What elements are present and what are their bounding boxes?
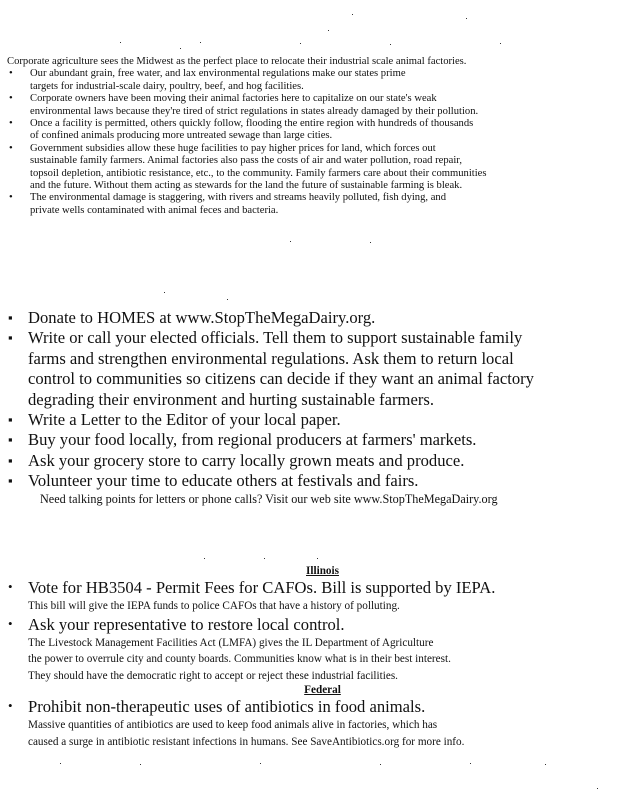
problem-intro: Corporate agriculture sees the Midwest as the perfect place to relocate their industrial scale animal factories. [7,56,467,67]
action-section [6,308,611,506]
scan-speck [545,764,546,765]
talking-points-note: Need talking points for letters or phone calls? Visit our web site www.StopTheMegaDairy.org [40,491,498,506]
desc-line: They should have the democratic right to accept or reject these industrial facilities. [28,669,398,682]
desc-line: caused a surge in antibiotic resistant infections in humans. See SaveAntibiotics.org for more info. [28,735,465,748]
square-bullet-icon: ▪ [8,310,13,325]
scan-speck [140,764,141,765]
problem-item-line: Our abundant grain, free water, and lax environmental regulations make our states prime [30,68,406,80]
square-bullet-icon: ▪ [8,432,13,448]
bullet-icon: • [9,93,13,105]
legislation-item-desc [28,598,611,615]
scan-speck [328,30,329,31]
action-item-line: Buy your food locally, from regional producers at farmers' markets. [28,430,477,450]
scan-speck [370,242,371,243]
action-item [6,328,611,410]
action-item-line: control to communities so citizens can decide if they want an animal factory [28,369,534,389]
problem-item-line: environmental laws because they're tired of strict regulations in states already damaged by their pollution. [30,105,479,117]
problem-item-line: of confined animals producing more untreated sewage than large cities. [30,130,333,142]
illinois-list [6,578,611,684]
bullet-icon: • [9,68,13,80]
problem-item [7,143,612,193]
desc-line: This bill will give the IEPA funds to police CAFOs that have a history of polluting. [28,600,400,612]
scan-speck [264,558,265,559]
problem-item-line: Once a facility is permitted, others quickly follow, flooding the entire region with hundreds of thousands [30,118,474,130]
action-item-line: Write or call your elected officials. Tell them to support sustainable family [28,328,523,348]
action-item-line: Ask your grocery store to carry locally grown meats and produce. [28,450,465,470]
problem-item-line: private wells contaminated with animal feces and bacteria. [30,204,279,216]
action-item-line: Write a Letter to the Editor of your local paper. [28,410,341,430]
desc-line: The Livestock Management Facilities Act (LMFA) gives the IL Department of Agriculture [28,636,434,649]
legislation-item [6,578,611,615]
legislation-item-title: Vote for HB3504 - Permit Fees for CAFOs. Bill is supported by IEPA. [28,578,496,597]
problem-item-line: topsoil depletion, antibiotic resistance, etc., to the community. Family farmers care about their communities [30,167,487,179]
scan-speck [470,763,471,764]
action-item [6,471,611,491]
scan-speck [466,18,467,19]
problem-section [7,56,612,217]
problem-item [7,192,612,217]
action-item [6,430,611,450]
scan-speck [290,241,291,242]
legislation-item [6,615,611,685]
action-list [6,308,611,492]
scan-speck [200,42,201,43]
bullet-icon: • [9,118,13,130]
scan-speck [380,764,381,765]
problem-item-line: targets for industrial-scale dairy, poultry, beef, and hog facilities. [30,80,304,92]
scan-speck [164,292,165,293]
legislation-section [6,565,611,751]
scan-speck [300,43,301,44]
legislation-item-title: Prohibit non-therapeutic uses of antibiotics in food animals. [28,697,426,717]
action-item-line: Volunteer your time to educate others at festivals and fairs. [28,471,419,491]
bullet-icon: • [9,142,13,154]
scan-speck [352,14,353,15]
problem-item-line: and the future. Without them acting as stewards for the land the future of sustainable farming is bleak. [30,180,463,192]
action-item-line: degrading their environment and hurting sustainable farmers. [28,389,434,409]
federal-heading: Federal [304,684,341,697]
scan-speck [260,763,261,764]
scan-speck [60,763,61,764]
problem-item-line: Government subsidies allow these huge facilities to pay higher prices for land, which forces out [30,142,436,154]
problem-item [7,68,612,93]
desc-line: the power to overrule city and county boards. Communities know what is in their best interest. [28,653,451,666]
square-bullet-icon: ▪ [8,412,13,428]
legislation-item-desc [28,635,611,685]
action-item [6,308,611,328]
problem-item [7,118,612,143]
square-bullet-icon: ▪ [8,473,13,489]
scan-speck [500,43,501,44]
action-item [6,451,611,471]
scan-speck [597,788,598,789]
legislation-item-desc [28,717,611,750]
square-bullet-icon: ▪ [8,330,13,346]
illinois-heading: Illinois [306,565,339,577]
federal-list [6,697,611,750]
problem-item-line: sustainable family farmers. Animal factories also pass the costs of air and water pollution, road repair, [30,155,463,167]
action-item-line: farms and strengthen environmental regulations. Ask them to return local [28,348,514,368]
bullet-icon: • [8,579,13,594]
scan-speck [317,558,318,559]
scan-speck [390,44,391,45]
problem-item-line: The environmental damage is staggering, with rivers and streams heavily polluted, fish dying, and [30,192,446,204]
square-bullet-icon: ▪ [8,452,13,468]
action-item-line: Donate to HOMES at www.StopTheMegaDairy.org. [28,308,376,327]
scan-speck [204,558,205,559]
legislation-item-title: Ask your representative to restore local control. [28,614,345,634]
bullet-icon: • [8,698,13,714]
desc-line: Massive quantities of antibiotics are used to keep food animals alive in factories, which has [28,719,438,732]
bullet-icon: • [8,615,13,631]
problem-list [7,68,612,217]
scan-speck [180,48,181,49]
scan-speck [120,42,121,43]
problem-item [7,93,612,118]
action-item [6,410,611,430]
problem-item-line: Corporate owners have been moving their animal factories here to capitalize on our state's weak [30,93,437,105]
legislation-item [6,697,611,750]
scan-speck [227,299,228,300]
bullet-icon: • [9,192,13,204]
